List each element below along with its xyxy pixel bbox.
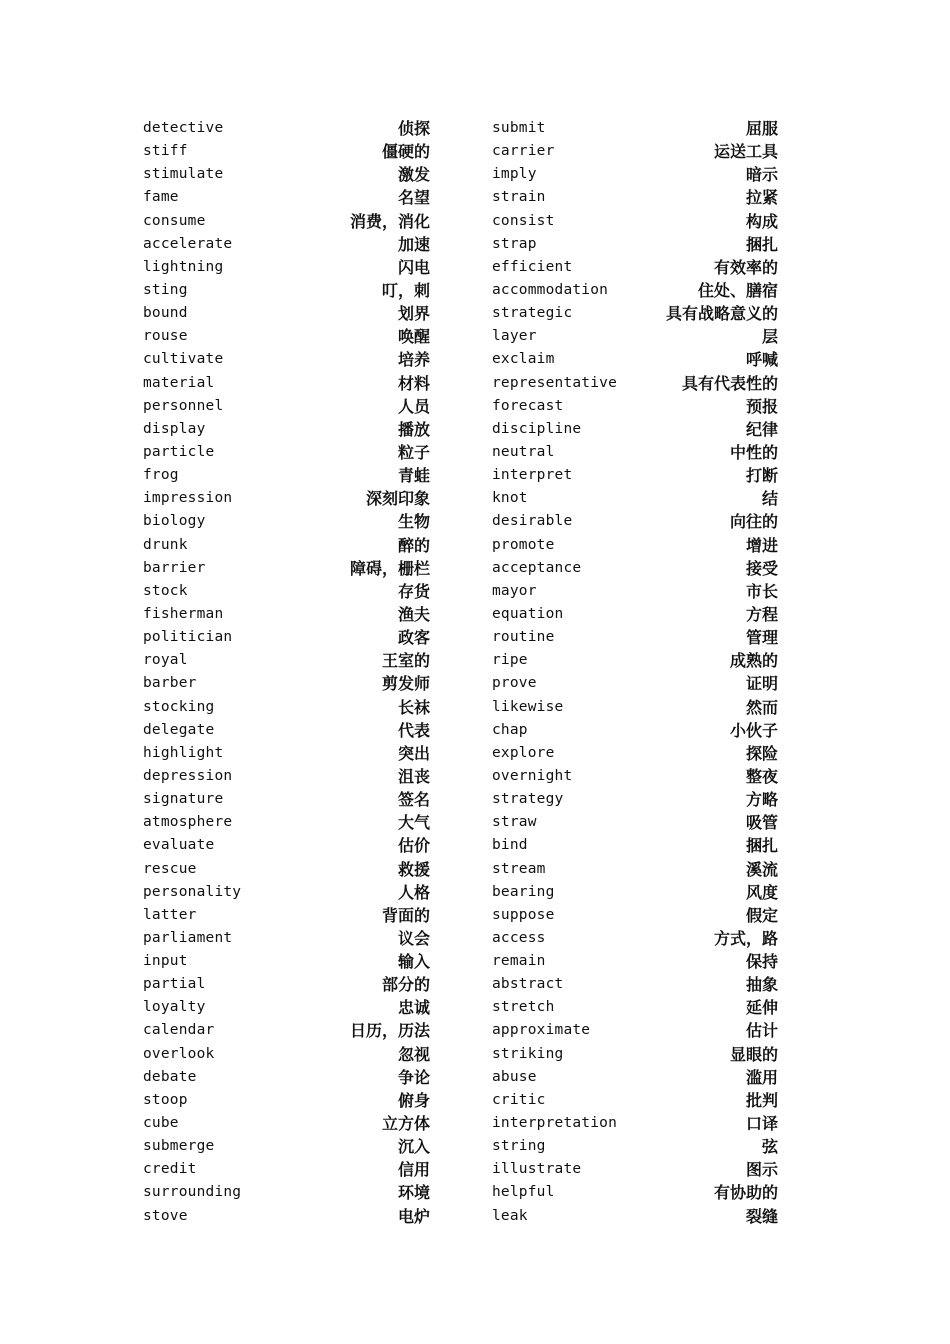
chinese-meaning: 向往的 [729, 512, 778, 532]
english-word: accelerate [143, 235, 233, 252]
english-word: remain [492, 953, 546, 970]
vocab-row [143, 881, 430, 904]
vocab-row [492, 210, 778, 233]
chinese-meaning: 加速 [397, 234, 430, 254]
english-word: abuse [492, 1068, 537, 1085]
vocab-row [492, 858, 778, 881]
vocab-row [492, 904, 778, 927]
vocab-row [492, 233, 778, 256]
chinese-meaning: 住处、膳宿 [697, 280, 778, 300]
english-word: bound [143, 305, 188, 322]
vocab-row [492, 348, 778, 371]
english-word: likewise [492, 698, 564, 715]
english-word: leak [492, 1207, 528, 1224]
vocab-row [143, 302, 430, 325]
english-word: abstract [492, 976, 564, 993]
vocab-row [143, 487, 430, 510]
chinese-meaning: 管理 [745, 628, 778, 648]
vocab-row [143, 325, 430, 348]
chinese-meaning: 具有战略意义的 [665, 304, 778, 324]
vocab-row [492, 927, 778, 950]
vocab-row [492, 696, 778, 719]
english-word: interpretation [492, 1115, 618, 1132]
vocab-row [143, 950, 430, 973]
chinese-meaning: 忠诚 [397, 998, 430, 1018]
vocab-row [143, 557, 430, 580]
english-word: accommodation [492, 281, 609, 298]
english-word: consume [143, 212, 206, 229]
chinese-meaning: 王室的 [381, 651, 430, 671]
chinese-meaning: 方略 [745, 790, 778, 810]
chinese-meaning: 吸管 [745, 813, 778, 833]
chinese-meaning: 裂缝 [745, 1206, 778, 1226]
chinese-meaning: 闪电 [397, 257, 430, 277]
chinese-meaning: 捆扎 [745, 836, 778, 856]
english-word: evaluate [143, 837, 215, 854]
english-word: personality [143, 883, 242, 900]
english-word: cube [143, 1115, 179, 1132]
vocab-row [143, 210, 430, 233]
vocab-row [143, 1158, 430, 1181]
vocab-row [492, 510, 778, 533]
english-word: stock [143, 582, 188, 599]
vocab-row [143, 904, 430, 927]
chinese-meaning: 拉紧 [745, 188, 778, 208]
vocab-row [492, 372, 778, 395]
vocab-row [492, 649, 778, 672]
chinese-meaning: 风度 [745, 882, 778, 902]
chinese-meaning: 结 [761, 489, 778, 509]
english-word: strain [492, 189, 546, 206]
english-word: stiff [143, 143, 188, 160]
vocab-row [143, 163, 430, 186]
english-word: consist [492, 212, 555, 229]
english-word: neutral [492, 443, 555, 460]
vocab-row [143, 927, 430, 950]
vocab-row [143, 1089, 430, 1112]
english-word: stretch [492, 999, 555, 1016]
vocab-row [143, 140, 430, 163]
chinese-meaning: 具有代表性的 [681, 373, 778, 393]
vocab-row [143, 1066, 430, 1089]
chinese-meaning: 政客 [397, 628, 430, 648]
english-word: interpret [492, 467, 573, 484]
vocab-row [143, 996, 430, 1019]
vocab-row [492, 1019, 778, 1042]
chinese-meaning: 整夜 [745, 766, 778, 786]
english-word: illustrate [492, 1161, 582, 1178]
english-word: imply [492, 166, 537, 183]
vocab-row [143, 279, 430, 302]
chinese-meaning: 沮丧 [397, 766, 430, 786]
english-word: calendar [143, 1022, 215, 1039]
english-word: signature [143, 791, 224, 808]
english-word: straw [492, 814, 537, 831]
english-word: prove [492, 675, 537, 692]
english-word: explore [492, 744, 555, 761]
vocab-row [143, 973, 430, 996]
vocab-row [143, 256, 430, 279]
chinese-meaning: 立方体 [381, 1114, 430, 1134]
chinese-meaning: 播放 [397, 419, 430, 439]
english-word: surrounding [143, 1184, 242, 1201]
english-word: representative [492, 374, 618, 391]
vocab-row [143, 372, 430, 395]
english-word: stocking [143, 698, 215, 715]
english-word: efficient [492, 258, 573, 275]
english-word: rescue [143, 860, 197, 877]
chinese-meaning: 预报 [745, 396, 778, 416]
chinese-meaning: 突出 [397, 743, 430, 763]
english-word: depression [143, 767, 233, 784]
vocab-row [143, 510, 430, 533]
chinese-meaning: 估价 [397, 836, 430, 856]
english-word: stove [143, 1207, 188, 1224]
english-word: ripe [492, 652, 528, 669]
english-word: overnight [492, 767, 573, 784]
chinese-meaning: 叮，刺 [381, 280, 430, 300]
vocab-row [492, 279, 778, 302]
vocab-row [143, 534, 430, 557]
vocab-row [143, 1112, 430, 1135]
english-word: stream [492, 860, 546, 877]
chinese-meaning: 代表 [397, 720, 430, 740]
english-word: carrier [492, 143, 555, 160]
vocab-row [143, 696, 430, 719]
chinese-meaning: 人格 [397, 882, 430, 902]
chinese-meaning: 弦 [761, 1137, 778, 1157]
chinese-meaning: 探险 [745, 743, 778, 763]
vocab-row [492, 140, 778, 163]
vocab-row [143, 1135, 430, 1158]
english-word: discipline [492, 420, 582, 437]
chinese-meaning: 暗示 [745, 165, 778, 185]
chinese-meaning: 日历，历法 [349, 1021, 430, 1041]
vocab-row [492, 557, 778, 580]
chinese-meaning: 构成 [745, 211, 778, 231]
chinese-meaning: 争论 [397, 1067, 430, 1087]
english-word: input [143, 953, 188, 970]
vocab-row [492, 256, 778, 279]
vocab-row [143, 626, 430, 649]
vocab-row [143, 858, 430, 881]
english-word: impression [143, 490, 233, 507]
english-word: stimulate [143, 166, 224, 183]
english-word: promote [492, 536, 555, 553]
chinese-meaning: 划界 [397, 304, 430, 324]
chinese-meaning: 粒子 [397, 442, 430, 462]
english-word: fame [143, 189, 179, 206]
vocab-row [492, 603, 778, 626]
english-word: acceptance [492, 559, 582, 576]
chinese-meaning: 背面的 [381, 905, 430, 925]
vocab-column-right [492, 117, 778, 1228]
english-word: critic [492, 1091, 546, 1108]
chinese-meaning: 捆扎 [745, 234, 778, 254]
vocab-row [492, 325, 778, 348]
chinese-meaning: 打断 [745, 466, 778, 486]
vocab-row [492, 1043, 778, 1066]
vocab-row [492, 1181, 778, 1204]
chinese-meaning: 假定 [745, 905, 778, 925]
chinese-meaning: 滥用 [745, 1067, 778, 1087]
chinese-meaning: 沉入 [397, 1137, 430, 1157]
vocab-row [492, 765, 778, 788]
vocab-row [143, 811, 430, 834]
vocab-row [492, 626, 778, 649]
chinese-meaning: 培养 [397, 350, 430, 370]
vocab-row [492, 1158, 778, 1181]
chinese-meaning: 议会 [397, 928, 430, 948]
vocab-row [143, 672, 430, 695]
chinese-meaning: 小伙子 [729, 720, 778, 740]
chinese-meaning: 保持 [745, 952, 778, 972]
chinese-meaning: 大气 [397, 813, 430, 833]
vocab-row [492, 672, 778, 695]
chinese-meaning: 方式，路 [713, 928, 778, 948]
english-word: personnel [143, 397, 224, 414]
english-word: approximate [492, 1022, 591, 1039]
vocab-row [492, 742, 778, 765]
chinese-meaning: 人员 [397, 396, 430, 416]
chinese-meaning: 消费，消化 [349, 211, 430, 231]
chinese-meaning: 俯身 [397, 1090, 430, 1110]
english-word: string [492, 1138, 546, 1155]
chinese-meaning: 有协助的 [713, 1183, 778, 1203]
vocab-row [143, 580, 430, 603]
chinese-meaning: 部分的 [381, 975, 430, 995]
english-word: rouse [143, 328, 188, 345]
english-word: strap [492, 235, 537, 252]
english-word: forecast [492, 397, 564, 414]
chinese-meaning: 屈服 [745, 119, 778, 138]
chinese-meaning: 运送工具 [713, 142, 778, 162]
chinese-meaning: 溪流 [745, 859, 778, 879]
chinese-meaning: 青蛙 [397, 466, 430, 486]
chinese-meaning: 成熟的 [729, 651, 778, 671]
english-word: fisherman [143, 605, 224, 622]
english-word: highlight [143, 744, 224, 761]
english-word: submit [492, 120, 546, 136]
english-word: particle [143, 443, 215, 460]
vocab-row [143, 834, 430, 857]
chinese-meaning: 输入 [397, 952, 430, 972]
chinese-meaning: 名望 [397, 188, 430, 208]
chinese-meaning: 估计 [745, 1021, 778, 1041]
vocab-row [143, 603, 430, 626]
english-word: latter [143, 906, 197, 923]
vocab-row [143, 117, 430, 140]
english-word: helpful [492, 1184, 555, 1201]
vocab-row [492, 996, 778, 1019]
english-word: submerge [143, 1138, 215, 1155]
chinese-meaning: 延伸 [745, 998, 778, 1018]
vocab-row [143, 441, 430, 464]
english-word: drunk [143, 536, 188, 553]
vocab-row [492, 881, 778, 904]
vocab-row [143, 418, 430, 441]
chinese-meaning: 环境 [397, 1183, 430, 1203]
english-word: bearing [492, 883, 555, 900]
vocab-row [492, 302, 778, 325]
vocab-row [492, 163, 778, 186]
chinese-meaning: 救援 [397, 859, 430, 879]
chinese-meaning: 渔夫 [397, 604, 430, 624]
vocab-row [143, 1205, 430, 1228]
vocab-row [492, 973, 778, 996]
chinese-meaning: 生物 [397, 512, 430, 532]
vocab-row [492, 788, 778, 811]
vocab-row [492, 1112, 778, 1135]
chinese-meaning: 激发 [397, 165, 430, 185]
english-word: display [143, 420, 206, 437]
chinese-meaning: 存货 [397, 581, 430, 601]
vocab-row [492, 186, 778, 209]
english-word: biology [143, 513, 206, 530]
vocab-row [143, 742, 430, 765]
vocab-row [492, 395, 778, 418]
english-word: royal [143, 652, 188, 669]
chinese-meaning: 口译 [745, 1114, 778, 1134]
english-word: credit [143, 1161, 197, 1178]
chinese-meaning: 障碍，栅栏 [349, 558, 430, 578]
vocab-row [143, 186, 430, 209]
english-word: knot [492, 490, 528, 507]
chinese-meaning: 电炉 [397, 1206, 430, 1226]
english-word: loyalty [143, 999, 206, 1016]
chinese-meaning: 僵硬的 [381, 142, 430, 162]
chinese-meaning: 中性的 [729, 442, 778, 462]
english-word: barber [143, 675, 197, 692]
vocab-row [492, 441, 778, 464]
english-word: material [143, 374, 215, 391]
english-word: stoop [143, 1091, 188, 1108]
english-word: lightning [143, 258, 224, 275]
vocab-row [143, 649, 430, 672]
chinese-meaning: 长袜 [397, 697, 430, 717]
vocab-row [492, 418, 778, 441]
chinese-meaning: 醉的 [397, 535, 430, 555]
vocab-row [143, 719, 430, 742]
chinese-meaning: 抽象 [745, 975, 778, 995]
vocab-row [492, 534, 778, 557]
english-word: debate [143, 1068, 197, 1085]
english-word: strategy [492, 791, 564, 808]
chinese-meaning: 呼喊 [745, 350, 778, 370]
vocab-row [143, 1019, 430, 1042]
chinese-meaning: 图示 [745, 1160, 778, 1180]
english-word: detective [143, 120, 224, 136]
vocab-row [143, 348, 430, 371]
chinese-meaning: 忽视 [397, 1044, 430, 1064]
chinese-meaning: 签名 [397, 790, 430, 810]
english-word: partial [143, 976, 206, 993]
english-word: delegate [143, 721, 215, 738]
chinese-meaning: 市长 [745, 581, 778, 601]
english-word: exclaim [492, 351, 555, 368]
vocab-row [492, 811, 778, 834]
vocab-column-left [143, 117, 430, 1228]
english-word: cultivate [143, 351, 224, 368]
chinese-meaning: 深刻印象 [365, 489, 430, 509]
chinese-meaning: 材料 [397, 373, 430, 393]
chinese-meaning: 接受 [745, 558, 778, 578]
chinese-meaning: 信用 [397, 1160, 430, 1180]
english-word: striking [492, 1045, 564, 1062]
chinese-meaning: 批判 [745, 1090, 778, 1110]
vocab-row [492, 580, 778, 603]
vocab-row [143, 395, 430, 418]
vocab-row [492, 719, 778, 742]
chinese-meaning: 有效率的 [713, 257, 778, 277]
english-word: barrier [143, 559, 206, 576]
english-word: parliament [143, 929, 233, 946]
chinese-meaning: 然而 [745, 697, 778, 717]
english-word: suppose [492, 906, 555, 923]
vocab-row [492, 464, 778, 487]
vocab-row [492, 1135, 778, 1158]
english-word: frog [143, 467, 179, 484]
english-word: overlook [143, 1045, 215, 1062]
vocab-row [143, 1043, 430, 1066]
vocab-row [492, 1066, 778, 1089]
english-word: routine [492, 629, 555, 646]
vocab-row [492, 1089, 778, 1112]
chinese-meaning: 层 [761, 327, 778, 347]
english-word: layer [492, 328, 537, 345]
english-word: politician [143, 629, 233, 646]
english-word: access [492, 929, 546, 946]
chinese-meaning: 方程 [745, 604, 778, 624]
english-word: sting [143, 281, 188, 298]
chinese-meaning: 证明 [745, 674, 778, 694]
chinese-meaning: 显眼的 [729, 1044, 778, 1064]
english-word: strategic [492, 305, 573, 322]
vocab-row [492, 1205, 778, 1228]
vocab-row [143, 765, 430, 788]
vocab-row [143, 464, 430, 487]
vocab-row [492, 117, 778, 140]
english-word: bind [492, 837, 528, 854]
vocab-row [143, 233, 430, 256]
english-word: mayor [492, 582, 537, 599]
vocab-row [143, 788, 430, 811]
english-word: equation [492, 605, 564, 622]
english-word: desirable [492, 513, 573, 530]
vocab-row [492, 487, 778, 510]
vocab-row [492, 950, 778, 973]
chinese-meaning: 增进 [745, 535, 778, 555]
english-word: chap [492, 721, 528, 738]
english-word: atmosphere [143, 814, 233, 831]
vocab-row [492, 834, 778, 857]
vocab-row [143, 1181, 430, 1204]
chinese-meaning: 唤醒 [397, 327, 430, 347]
chinese-meaning: 剪发师 [381, 674, 430, 694]
chinese-meaning: 纪律 [745, 419, 778, 439]
chinese-meaning: 侦探 [397, 119, 430, 138]
